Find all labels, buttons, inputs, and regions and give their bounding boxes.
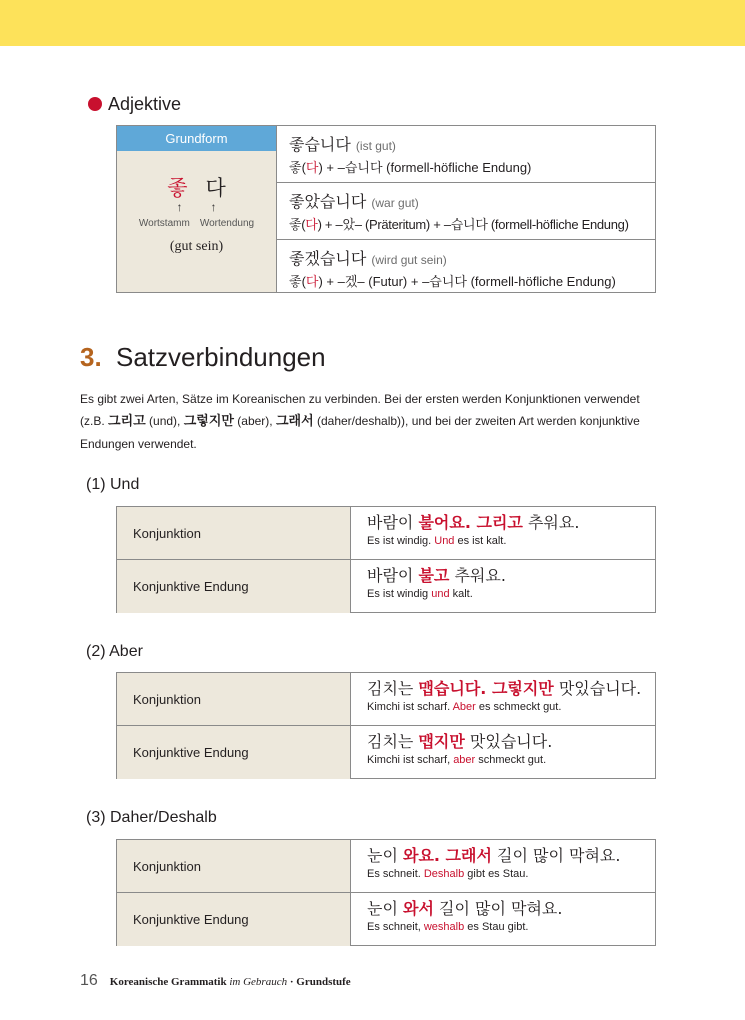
keyword-geurigo: 그리고 bbox=[108, 414, 146, 429]
stem-text: 좋 bbox=[289, 274, 302, 289]
korean-sentence: 바람이 불고 추워요. bbox=[367, 566, 506, 585]
table-row bbox=[117, 560, 655, 613]
wortstamm-label: Wortstamm bbox=[138, 218, 190, 229]
intro-text: Es gibt zwei Arten, Sätze im Koreanischen zu verbinden. Bei der ersten werden Konjunktionen verwendet (z.B. bbox=[80, 392, 640, 428]
da-ending: 다 bbox=[305, 160, 319, 175]
up-arrow-icon: ↑ bbox=[210, 200, 217, 214]
german-translation: Es schneit, weshalb es Stau gibt. bbox=[367, 921, 529, 933]
conjugation-row: 좋습니다 (ist gut) 좋(다) + –습니다 (formell-höfliche Endung) bbox=[277, 126, 655, 183]
table-row bbox=[117, 507, 655, 560]
keyword-geuraeseo: 그래서 bbox=[275, 414, 314, 429]
da-ending: 다 bbox=[305, 217, 318, 232]
wortendung-label: Wortendung bbox=[199, 218, 255, 229]
conjugated-word: 좋겠습니다 bbox=[289, 249, 367, 268]
korean-sentence: 바람이 불어요. 그리고 추워요. bbox=[367, 513, 580, 532]
book-title: Koreanische Grammatik im Gebrauch · Grundstufe bbox=[109, 976, 351, 988]
row-label: Konjunktive Endung bbox=[117, 726, 351, 779]
german-translation: Es ist windig und kalt. bbox=[367, 588, 473, 600]
conjugation-formula: + –습니다 (formell-höfliche Endung) bbox=[322, 160, 532, 175]
german-translation: Es schneit. Deshalb gibt es Stau. bbox=[367, 868, 529, 880]
conjugation-formula: + –겠– (Futur) + –습니다 (formell-höfliche Endung) bbox=[322, 274, 616, 289]
subheading-aber: (2) Aber bbox=[86, 643, 143, 660]
stem-ending-labels bbox=[117, 218, 276, 229]
conjugated-word: 좋습니다 bbox=[289, 135, 351, 154]
conjugation-formula: + –았– (Präteritum) + –습니다 (formell-höfliche Endung) bbox=[321, 217, 629, 232]
intro-text: (daher/deshalb)), und bei der zweiten Art werden konjunktive Endungen verwendet. bbox=[80, 414, 640, 451]
adjective-gloss: (gut sein) bbox=[169, 239, 224, 254]
stem-text: 좋 bbox=[289, 217, 302, 232]
german-translation: Es ist windig. Und es ist kalt. bbox=[367, 535, 507, 547]
intro-text: (und), bbox=[145, 414, 184, 428]
table-row bbox=[117, 673, 655, 726]
conjugation-list bbox=[277, 126, 655, 292]
adjectives-heading: Adjektive bbox=[108, 94, 182, 114]
row-label: Konjunktion bbox=[117, 673, 351, 725]
word-stem-char: 좋 bbox=[167, 176, 188, 200]
conjugation-row: 좋겠습니다 (wird gut sein) 좋(다) + –겠– (Futur) + –습니다 (formell-höfliche Endung) bbox=[289, 249, 616, 289]
subheading-daher: (3) Daher/Deshalb bbox=[86, 809, 217, 826]
conjugation-translation: (war gut) bbox=[371, 196, 419, 210]
adjective-table bbox=[116, 125, 656, 293]
row-label: Konjunktive Endung bbox=[117, 893, 351, 946]
keyword-geureochiman: 그렇지만 bbox=[183, 414, 234, 429]
korean-sentence: 김치는 맵습니다. 그렇지만 맛있습니다. bbox=[367, 679, 642, 698]
conjugation-row: 좋았습니다 (war gut) 좋(다) + –았– (Präteritum) + –습니다 (formell-höfliche Endung) bbox=[277, 183, 655, 240]
intro-paragraph bbox=[80, 388, 657, 455]
grundform-panel bbox=[117, 126, 277, 292]
example-table-aber bbox=[116, 672, 656, 779]
word-ending-char: 다 bbox=[205, 176, 226, 200]
table-row bbox=[117, 893, 655, 946]
conjugation-translation: (wird gut sein) bbox=[371, 253, 447, 267]
table-row bbox=[117, 726, 655, 779]
section-title: Satzverbindungen bbox=[116, 342, 326, 372]
grundform-header: Grundform bbox=[117, 126, 276, 151]
intro-text: (aber), bbox=[233, 414, 276, 428]
conjugation-translation: (ist gut) bbox=[355, 139, 396, 153]
arrow-row bbox=[117, 200, 276, 214]
german-translation: Kimchi ist scharf, aber schmeckt gut. bbox=[367, 754, 547, 766]
da-ending: 다 bbox=[305, 274, 319, 289]
stem-ending-chars bbox=[117, 172, 276, 202]
korean-sentence: 눈이 와요. 그래서 길이 많이 막혀요. bbox=[367, 846, 621, 865]
red-bullet-icon bbox=[88, 97, 102, 111]
section-number: 3. bbox=[80, 342, 102, 372]
conjugated-word: 좋았습니다 bbox=[289, 192, 367, 211]
row-label: Konjunktive Endung bbox=[117, 560, 351, 613]
example-table-und bbox=[116, 506, 656, 613]
page-footer bbox=[80, 972, 351, 990]
top-color-bar bbox=[0, 0, 745, 46]
korean-sentence: 눈이 와서 길이 많이 막혀요. bbox=[367, 899, 563, 918]
page-number: 16 bbox=[80, 972, 98, 989]
row-label: Konjunktion bbox=[117, 840, 351, 892]
row-label: Konjunktion bbox=[117, 507, 351, 559]
table-row bbox=[117, 840, 655, 893]
stem-text: 좋 bbox=[289, 160, 302, 175]
example-table-daher bbox=[116, 839, 656, 946]
german-translation: Kimchi ist scharf. Aber es schmeckt gut. bbox=[367, 701, 562, 713]
up-arrow-icon: ↑ bbox=[176, 200, 183, 214]
subheading-und: (1) Und bbox=[86, 476, 140, 493]
korean-sentence: 김치는 맵지만 맛있습니다. bbox=[367, 732, 553, 751]
